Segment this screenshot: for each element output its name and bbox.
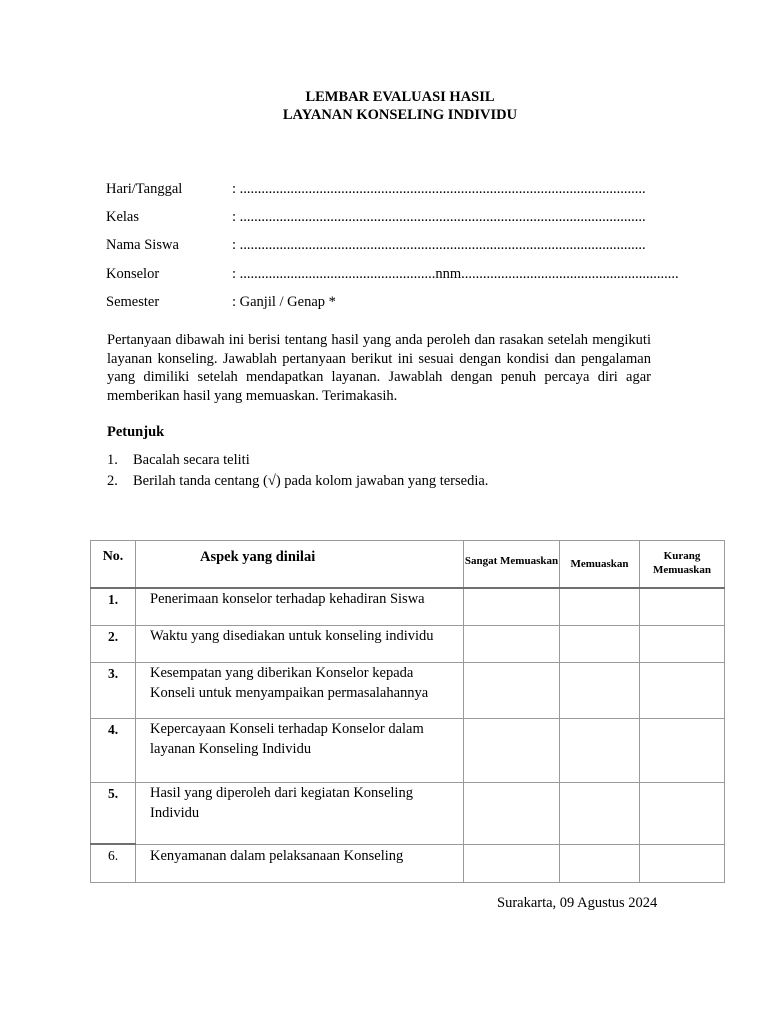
answer-cell-memuaskan[interactable]	[560, 626, 640, 663]
row-number: 6.	[91, 844, 136, 883]
answer-cell-memuaskan[interactable]	[560, 783, 640, 845]
row-aspect: Waktu yang disediakan untuk konseling individu	[136, 626, 464, 663]
header-kurang-memuaskan: Kurang Memuaskan	[640, 541, 725, 589]
row-aspect: Kepercayaan Konseli terhadap Konselor dalam layanan Konseling Individu	[136, 719, 464, 783]
header-sangat-memuaskan: Sangat Memuaskan	[464, 541, 560, 589]
step-number: 2.	[107, 473, 118, 489]
table-row	[91, 663, 725, 719]
table-row	[91, 844, 725, 883]
answer-cell-kurang-memuaskan[interactable]	[640, 626, 725, 663]
answer-cell-sangat-memuaskan[interactable]	[464, 783, 560, 845]
row-number: 1.	[91, 588, 136, 626]
row-number: 5.	[91, 783, 136, 845]
answer-cell-memuaskan[interactable]	[560, 719, 640, 783]
answer-cell-kurang-memuaskan[interactable]	[640, 783, 725, 845]
answer-cell-memuaskan[interactable]	[560, 663, 640, 719]
answer-cell-sangat-memuaskan[interactable]	[464, 663, 560, 719]
header-memuaskan: Memuaskan	[560, 541, 640, 589]
step-text: Berilah tanda centang (√) pada kolom jawaban yang tersedia.	[133, 473, 489, 489]
instructions-heading: Petunjuk	[107, 424, 165, 440]
table-row	[91, 626, 725, 663]
instruction-step	[107, 473, 488, 490]
table-row	[91, 783, 725, 845]
row-aspect: Kesempatan yang diberikan Konselor kepada Konseli untuk menyampaikan permasalahannya	[136, 663, 464, 719]
field-label: Semester	[106, 294, 160, 310]
document-title-line-2: LAYANAN KONSELING INDIVIDU	[282, 107, 518, 123]
evaluation-table	[90, 540, 725, 883]
field-value: : ................................................................................................................	[232, 237, 646, 253]
answer-cell-sangat-memuaskan[interactable]	[464, 626, 560, 663]
step-number: 1.	[107, 452, 118, 468]
intro-paragraph: Pertanyaan dibawah ini berisi tentang hasil yang anda peroleh dan rasakan setelah mengikuti layanan konseling. Jawablah pertanyaan berikut ini sesuai dengan kondisi dan pengalaman yang dimiliki setelah mendapatkan layanan. Jawablah dengan penuh percaya diri agar memberikan hasil yang memuaskan. Terimakasih.	[107, 332, 651, 404]
answer-cell-memuaskan[interactable]	[560, 844, 640, 883]
field-label: Konselor	[106, 266, 160, 282]
field-label: Hari/Tanggal	[106, 181, 183, 197]
row-number: 4.	[91, 719, 136, 783]
field-label: Kelas	[106, 209, 140, 225]
answer-cell-sangat-memuaskan[interactable]	[464, 844, 560, 883]
field-value: : ................................................................................................................	[232, 209, 646, 225]
header-no: No.	[91, 541, 136, 589]
step-text: Bacalah secara teliti	[133, 452, 250, 468]
header-aspek: Aspek yang dinilai	[136, 541, 464, 589]
place-and-date: Surakarta, 09 Agustus 2024	[497, 895, 658, 911]
answer-cell-kurang-memuaskan[interactable]	[640, 663, 725, 719]
field-value: : ......................................................nnm............................................................	[232, 266, 679, 282]
instruction-step	[107, 452, 250, 469]
answer-cell-sangat-memuaskan[interactable]	[464, 588, 560, 626]
field-value: : ................................................................................................................	[232, 181, 646, 197]
table-header-row	[91, 541, 725, 589]
answer-cell-kurang-memuaskan[interactable]	[640, 844, 725, 883]
field-label: Nama Siswa	[106, 237, 179, 253]
table-row	[91, 588, 725, 626]
answer-cell-sangat-memuaskan[interactable]	[464, 719, 560, 783]
row-number: 3.	[91, 663, 136, 719]
document-title-line-1: LEMBAR EVALUASI HASIL	[305, 89, 495, 105]
answer-cell-kurang-memuaskan[interactable]	[640, 588, 725, 626]
table-row	[91, 719, 725, 783]
field-value: : Ganjil / Genap *	[232, 294, 336, 310]
row-number: 2.	[91, 626, 136, 663]
answer-cell-kurang-memuaskan[interactable]	[640, 719, 725, 783]
answer-cell-memuaskan[interactable]	[560, 588, 640, 626]
row-aspect: Kenyamanan dalam pelaksanaan Konseling	[136, 844, 464, 883]
row-aspect: Hasil yang diperoleh dari kegiatan Konseling Individu	[136, 783, 464, 845]
row-aspect: Penerimaan konselor terhadap kehadiran Siswa	[136, 588, 464, 626]
